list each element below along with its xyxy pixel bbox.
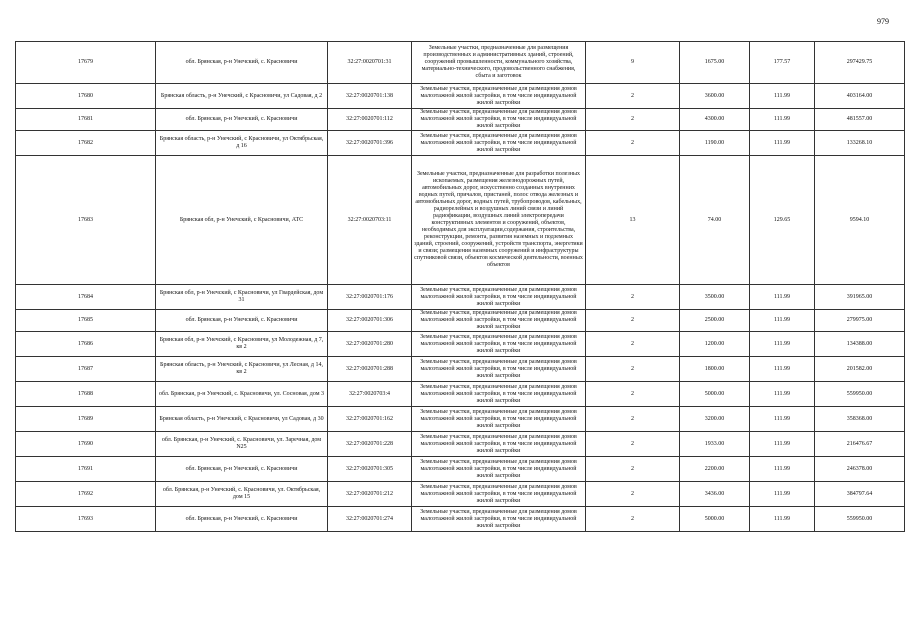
use-group-cell: 2 <box>586 109 680 131</box>
cadastral-number-cell: 32:27:0020701:162 <box>328 407 412 432</box>
cadastral-value-cell: 216476.67 <box>815 432 905 457</box>
row-number-cell: 17691 <box>16 457 156 482</box>
specific-value-cell: 111.99 <box>750 84 815 109</box>
row-number-cell: 17692 <box>16 482 156 507</box>
use-group-cell: 2 <box>586 131 680 156</box>
address-cell: обл. Брянская, р-н Унечский, с. Красновичи <box>156 507 328 532</box>
row-number-cell: 17685 <box>16 310 156 332</box>
row-number-cell: 17693 <box>16 507 156 532</box>
table-row <box>16 84 905 109</box>
table-row <box>16 507 905 532</box>
cadastral-value-cell: 559950.00 <box>815 507 905 532</box>
table-row <box>16 432 905 457</box>
land-registry-table <box>15 41 905 532</box>
address-cell: Брянская область, р-н Унечский, с Красновичи, ул Лесная, д 14, кв 2 <box>156 357 328 382</box>
specific-value-cell: 177.57 <box>750 42 815 84</box>
use-group-cell: 2 <box>586 84 680 109</box>
area-cell: 3200.00 <box>680 407 750 432</box>
row-number-cell: 17686 <box>16 332 156 357</box>
cadastral-value-cell: 358368.00 <box>815 407 905 432</box>
table-row <box>16 482 905 507</box>
land-use-purpose-cell: Земельные участки, предназначенные для размещения производственных и административных зданий, строений, сооружений промышленности, коммунального хозяйства, материально-технического, продовольственного снабжения, сбыта и заготовок <box>412 42 586 84</box>
cadastral-number-cell: 32:27:0020701:274 <box>328 507 412 532</box>
land-use-purpose-cell: Земельные участки, предназначенные для размещения домов малоэтажной жилой застройки, в том числе индивидуальной жилой застройки <box>412 357 586 382</box>
specific-value-cell: 111.99 <box>750 131 815 156</box>
address-cell: Брянская обл, р-н Унечский, с Красновичи, ул Молодежная, д 7, кв 2 <box>156 332 328 357</box>
address-cell: Брянская область, р-н Унечский, с Красновичи, ул Садовая, д 30 <box>156 407 328 432</box>
specific-value-cell: 111.99 <box>750 482 815 507</box>
cadastral-number-cell: 32:27:0020701:305 <box>328 457 412 482</box>
table-row <box>16 357 905 382</box>
cadastral-value-cell: 9594.10 <box>815 156 905 285</box>
area-cell: 1675.00 <box>680 42 750 84</box>
cadastral-value-cell: 134388.00 <box>815 332 905 357</box>
row-number-cell: 17680 <box>16 84 156 109</box>
cadastral-number-cell: 32:27:0020703:11 <box>328 156 412 285</box>
land-use-purpose-cell: Земельные участки, предназначенные для размещения домов малоэтажной жилой застройки, в том числе индивидуальной жилой застройки <box>412 109 586 131</box>
specific-value-cell: 111.99 <box>750 507 815 532</box>
use-group-cell: 2 <box>586 357 680 382</box>
land-use-purpose-cell: Земельные участки, предназначенные для размещения домов малоэтажной жилой застройки, в том числе индивидуальной жилой застройки <box>412 432 586 457</box>
cadastral-value-cell: 279975.00 <box>815 310 905 332</box>
specific-value-cell: 111.99 <box>750 285 815 310</box>
area-cell: 5000.00 <box>680 382 750 407</box>
address-cell: обл. Брянская, р-н Унечский, с. Красновичи <box>156 42 328 84</box>
area-cell: 1200.00 <box>680 332 750 357</box>
cadastral-value-cell: 297429.75 <box>815 42 905 84</box>
address-cell: Брянская область, р-н Унечский, с Красновичи, ул Садовая, д 2 <box>156 84 328 109</box>
specific-value-cell: 111.99 <box>750 357 815 382</box>
specific-value-cell: 111.99 <box>750 432 815 457</box>
row-number-cell: 17690 <box>16 432 156 457</box>
use-group-cell: 2 <box>586 457 680 482</box>
area-cell: 5000.00 <box>680 507 750 532</box>
row-number-cell: 17688 <box>16 382 156 407</box>
cadastral-number-cell: 32:27:0020701:288 <box>328 357 412 382</box>
address-cell: обл. Брянская, р-н Унечский, с. Красновичи <box>156 109 328 131</box>
area-cell: 3600.00 <box>680 84 750 109</box>
land-use-purpose-cell: Земельные участки, предназначенные для разработки полезных ископаемых, размещения железнодорожных путей, автомобильных дорог, искусственно созданных внутренних водных путей, причалов, пристаней, полос отвода железных и автомобильных дорог, водных путей, трубопроводов, кабельных, радиорелейных и воздушных линий связи и линий радиофикации, воздушных линий электропередачи конструктивных элементов и сооружений, объектов, необходимых для эксплуатации,содержания, строительства, реконструкции, ремонта, развития наземных и подземных зданий, строений, сооружений, устройств транспорта, энергетики и связи; размещения наземных сооружений и инфраструктуры спутниковой связи, объектов космической деятельности, военных объектов <box>412 156 586 285</box>
cadastral-number-cell: 32:27:0020701:112 <box>328 109 412 131</box>
cadastral-number-cell: 32:27:0020701:280 <box>328 332 412 357</box>
page-number: 979 <box>877 17 889 26</box>
row-number-cell: 17683 <box>16 156 156 285</box>
address-cell: обл. Брянская, р-н Унечский, с. Красновичи <box>156 457 328 482</box>
table-row <box>16 109 905 131</box>
address-cell: обл. Брянская, р-н Унечский, с. Красновичи, ул. Октябрьская, дом 15 <box>156 482 328 507</box>
cadastral-number-cell: 32:27:0020701:212 <box>328 482 412 507</box>
land-use-purpose-cell: Земельные участки, предназначенные для размещения домов малоэтажной жилой застройки, в том числе индивидуальной жилой застройки <box>412 131 586 156</box>
land-use-purpose-cell: Земельные участки, предназначенные для размещения домов малоэтажной жилой застройки, в том числе индивидуальной жилой застройки <box>412 382 586 407</box>
specific-value-cell: 111.99 <box>750 407 815 432</box>
table-row <box>16 156 905 285</box>
row-number-cell: 17684 <box>16 285 156 310</box>
use-group-cell: 2 <box>586 382 680 407</box>
area-cell: 2500.00 <box>680 310 750 332</box>
cadastral-value-cell: 559950.00 <box>815 382 905 407</box>
area-cell: 4300.00 <box>680 109 750 131</box>
area-cell: 74.00 <box>680 156 750 285</box>
land-use-purpose-cell: Земельные участки, предназначенные для размещения домов малоэтажной жилой застройки, в том числе индивидуальной жилой застройки <box>412 507 586 532</box>
row-number-cell: 17679 <box>16 42 156 84</box>
row-number-cell: 17682 <box>16 131 156 156</box>
cadastral-number-cell: 32:27:0020701:396 <box>328 131 412 156</box>
area-cell: 1933.00 <box>680 432 750 457</box>
table-row <box>16 407 905 432</box>
table-row <box>16 285 905 310</box>
table-row <box>16 310 905 332</box>
use-group-cell: 13 <box>586 156 680 285</box>
specific-value-cell: 111.99 <box>750 457 815 482</box>
address-cell: обл. Брянская, р-н Унечский, с. Красновичи, ул. Заречная, дом N25 <box>156 432 328 457</box>
land-use-purpose-cell: Земельные участки, предназначенные для размещения домов малоэтажной жилой застройки, в том числе индивидуальной жилой застройки <box>412 310 586 332</box>
cadastral-value-cell: 201582.00 <box>815 357 905 382</box>
area-cell: 2200.00 <box>680 457 750 482</box>
land-use-purpose-cell: Земельные участки, предназначенные для размещения домов малоэтажной жилой застройки, в том числе индивидуальной жилой застройки <box>412 84 586 109</box>
specific-value-cell: 111.99 <box>750 332 815 357</box>
address-cell: обл. Брянская, р-н Унечский, с. Красновичи <box>156 310 328 332</box>
land-use-purpose-cell: Земельные участки, предназначенные для размещения домов малоэтажной жилой застройки, в том числе индивидуальной жилой застройки <box>412 482 586 507</box>
use-group-cell: 2 <box>586 285 680 310</box>
use-group-cell: 2 <box>586 432 680 457</box>
table-body <box>16 42 905 532</box>
cadastral-value-cell: 391965.00 <box>815 285 905 310</box>
cadastral-value-cell: 481557.00 <box>815 109 905 131</box>
row-number-cell: 17681 <box>16 109 156 131</box>
area-cell: 3500.00 <box>680 285 750 310</box>
use-group-cell: 2 <box>586 332 680 357</box>
cadastral-number-cell: 32:27:0020701:31 <box>328 42 412 84</box>
cadastral-number-cell: 32:27:0020703:4 <box>328 382 412 407</box>
land-use-purpose-cell: Земельные участки, предназначенные для размещения домов малоэтажной жилой застройки, в том числе индивидуальной жилой застройки <box>412 332 586 357</box>
cadastral-number-cell: 32:27:0020701:228 <box>328 432 412 457</box>
table-row <box>16 382 905 407</box>
cadastral-number-cell: 32:27:0020701:306 <box>328 310 412 332</box>
table-row <box>16 332 905 357</box>
address-cell: обл. Брянская, р-н Унечский, с. Красновичи, ул. Сосновая, дом 3 <box>156 382 328 407</box>
cadastral-number-cell: 32:27:0020701:138 <box>328 84 412 109</box>
address-cell: Брянская обл, р-н Унечский, с Красновичи, АТС <box>156 156 328 285</box>
row-number-cell: 17687 <box>16 357 156 382</box>
table-row <box>16 131 905 156</box>
use-group-cell: 9 <box>586 42 680 84</box>
land-use-purpose-cell: Земельные участки, предназначенные для размещения домов малоэтажной жилой застройки, в том числе индивидуальной жилой застройки <box>412 407 586 432</box>
specific-value-cell: 111.99 <box>750 310 815 332</box>
land-use-purpose-cell: Земельные участки, предназначенные для размещения домов малоэтажной жилой застройки, в том числе индивидуальной жилой застройки <box>412 285 586 310</box>
use-group-cell: 2 <box>586 407 680 432</box>
area-cell: 1190.00 <box>680 131 750 156</box>
area-cell: 1800.00 <box>680 357 750 382</box>
address-cell: Брянская обл, р-н Унечский, с Красновичи, ул Гвардейская, дом 31 <box>156 285 328 310</box>
cadastral-number-cell: 32:27:0020701:176 <box>328 285 412 310</box>
cadastral-value-cell: 403164.00 <box>815 84 905 109</box>
area-cell: 3436.00 <box>680 482 750 507</box>
use-group-cell: 2 <box>586 310 680 332</box>
use-group-cell: 2 <box>586 482 680 507</box>
cadastral-value-cell: 246378.00 <box>815 457 905 482</box>
table-row <box>16 457 905 482</box>
specific-value-cell: 111.99 <box>750 109 815 131</box>
use-group-cell: 2 <box>586 507 680 532</box>
cadastral-value-cell: 133268.10 <box>815 131 905 156</box>
table-row <box>16 42 905 84</box>
specific-value-cell: 129.65 <box>750 156 815 285</box>
land-use-purpose-cell: Земельные участки, предназначенные для размещения домов малоэтажной жилой застройки, в том числе индивидуальной жилой застройки <box>412 457 586 482</box>
cadastral-value-cell: 384797.64 <box>815 482 905 507</box>
row-number-cell: 17689 <box>16 407 156 432</box>
specific-value-cell: 111.99 <box>750 382 815 407</box>
address-cell: Брянская область, р-н Унечский, с Красновичи, ул Октябрьская, д 16 <box>156 131 328 156</box>
